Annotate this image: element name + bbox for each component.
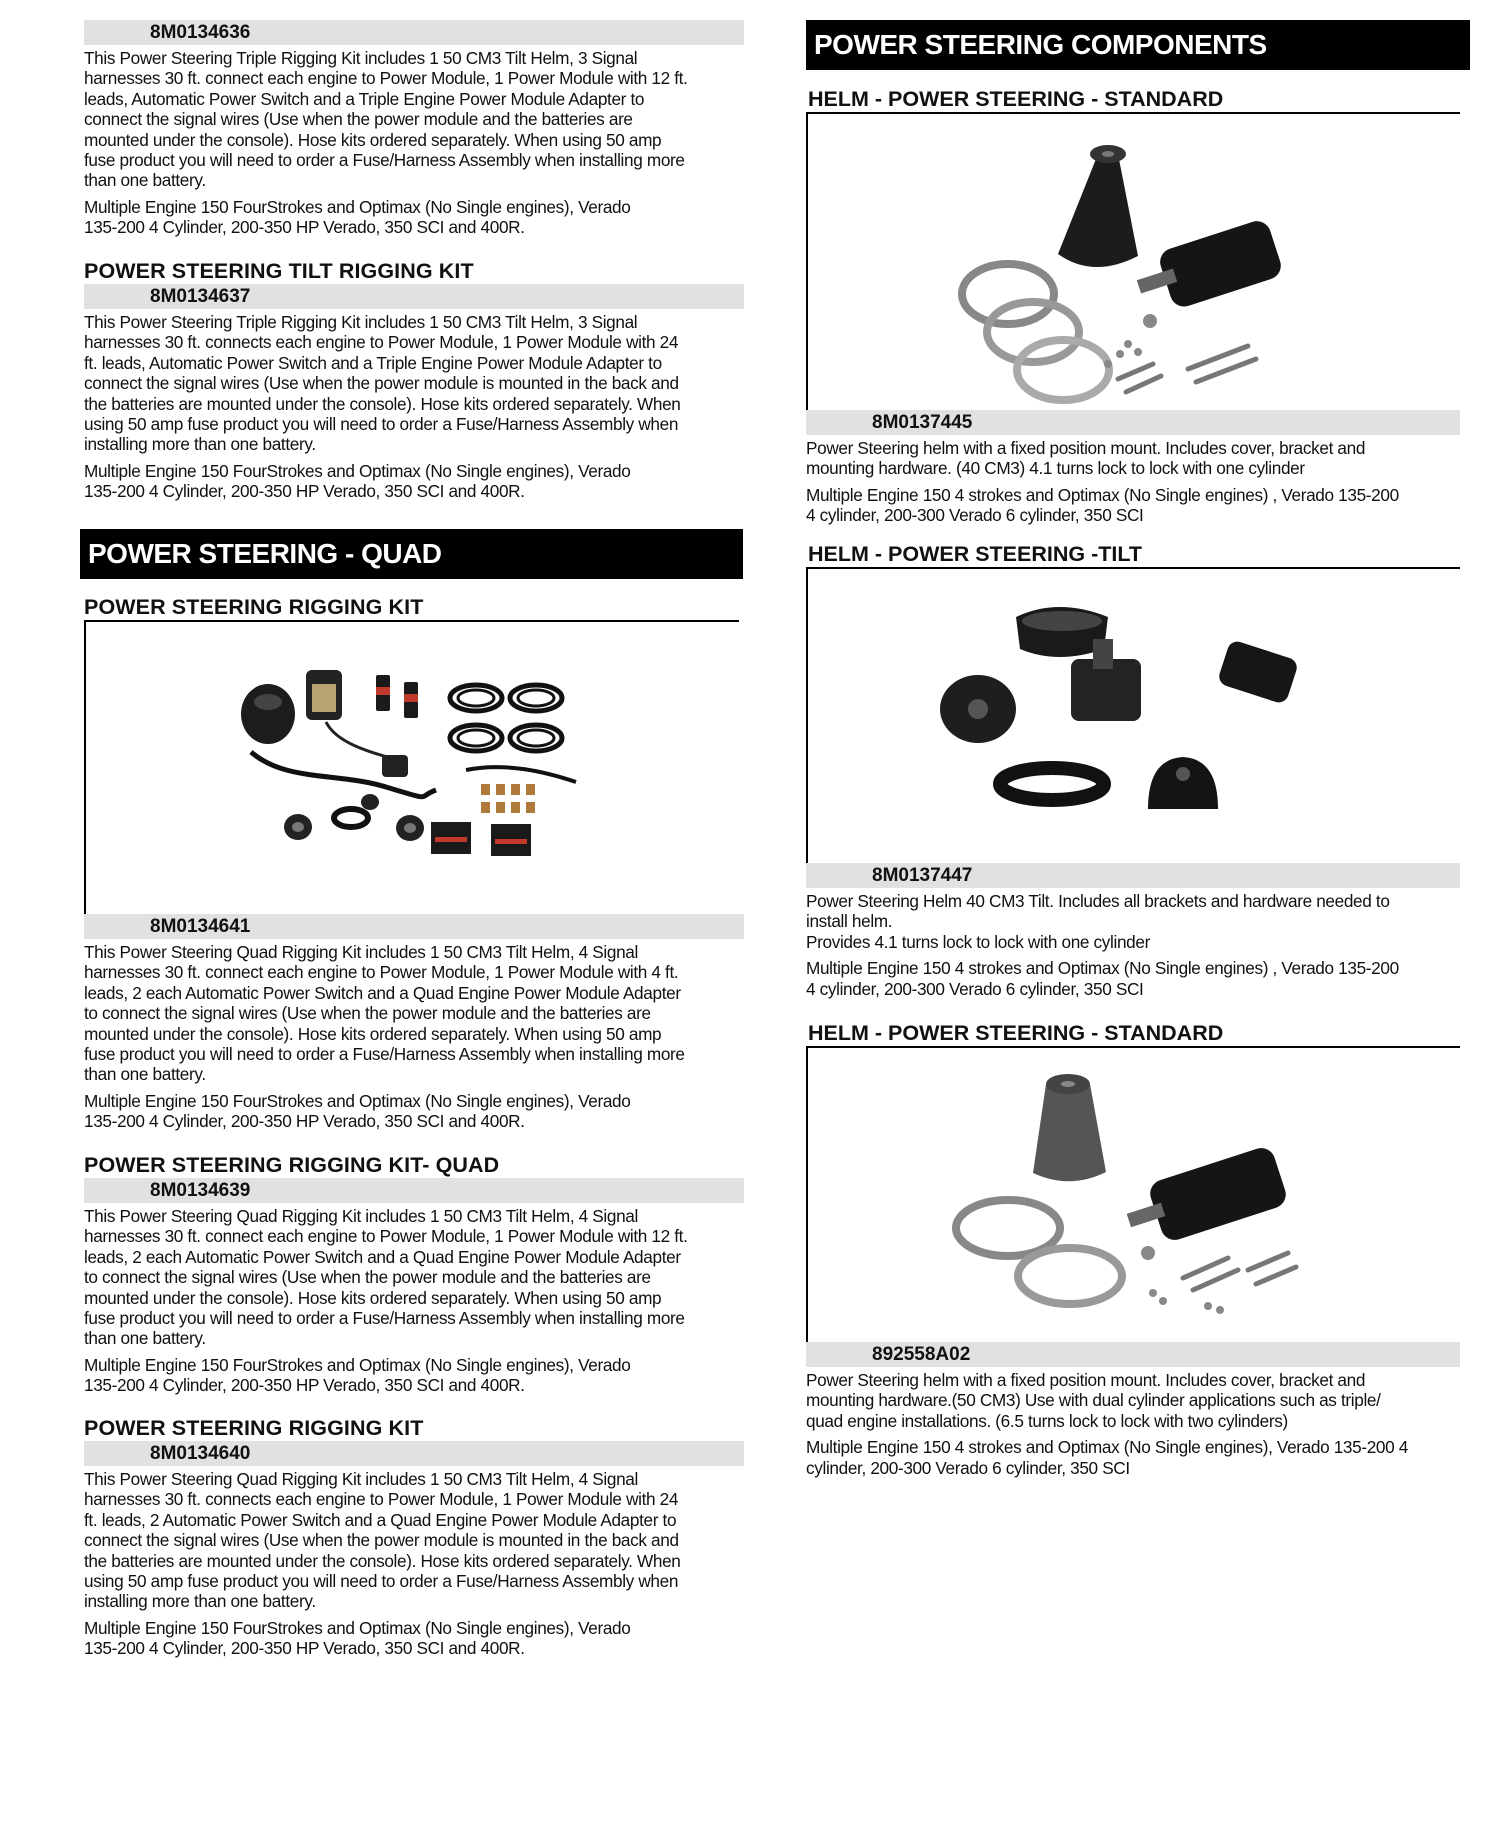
kit-8m0134636 (84, 20, 744, 238)
part-number-bar: 8M0137447 (806, 863, 1460, 888)
section-banner-components: POWER STEERING COMPONENTS (806, 20, 1470, 70)
helm-title: HELM - POWER STEERING - STANDARD (806, 86, 1460, 114)
kit-description: This Power Steering Quad Rigging Kit includes 1 50 CM3 Tilt Helm, 4 Signal harnesses 30 ft. connect each engine to Power Module, 1 Power Module with 12 ft. leads, 2 each Automatic Power Switch and a Quad Engine Power Module Adapter to connect the signal wires (Use when the power module and the batteries are mounted under the console). Hose kits ordered separately. When using 50 amp fuse product you will need to order a Fuse/Harness Assembly when installing more than one battery. (84, 1206, 688, 1349)
kit-title: POWER STEERING RIGGING KIT (84, 594, 739, 622)
helm-tilt-photo (808, 569, 1458, 863)
helm-standard-photo (808, 114, 1458, 410)
helm-title: HELM - POWER STEERING -TILT (806, 541, 1460, 569)
part-number-bar: 8M0134637 (84, 284, 744, 309)
engine-compatibility: Multiple Engine 150 FourStrokes and Optimax (No Single engines), Verado 135-200 4 Cylinder, 200-350 HP Verado, 350 SCI and 400R. (84, 1090, 631, 1132)
kit-8m0134639 (84, 1152, 744, 1396)
kit-description: This Power Steering Quad Rigging Kit includes 1 50 CM3 Tilt Helm, 4 Signal harnesses 30 ft. connect each engine to Power Module, 1 Power Module with 4 ft. leads, 2 each Automatic Power Switch and a Quad Engine Power Module Adapter to connect the signal wires (Use when the power module and the batteries are mounted under the console). Hose kits ordered separately. When using 50 amp fuse product you will need to order a Fuse/Harness Assembly when installing more than one battery. (84, 942, 685, 1085)
part-number-bar: 892558A02 (806, 1342, 1460, 1367)
helm-8m0137445 (806, 86, 1460, 526)
helm-image-frame (806, 114, 1460, 410)
helm-standard-50cm3-photo (808, 1048, 1458, 1342)
kit-title: POWER STEERING RIGGING KIT (84, 1416, 424, 1440)
part-number-bar: 8M0137445 (806, 410, 1460, 435)
engine-compatibility: Multiple Engine 150 FourStrokes and Optimax (No Single engines), Verado 135-200 4 Cylinder, 200-350 HP Verado, 350 SCI and 400R. (84, 460, 631, 502)
rigging-kit-photo (86, 622, 741, 914)
section-banner-quad: POWER STEERING - QUAD (80, 529, 743, 579)
kit-8m0134637 (84, 258, 744, 502)
helm-description: Power Steering helm with a fixed position mount. Includes cover, bracket and mounting hardware.(50 CM3) Use with dual cylinder applications such as triple/ quad engine installations. (6.5 turns lock to lock with two cylinders) (806, 1370, 1381, 1431)
engine-compatibility: Multiple Engine 150 FourStrokes and Optimax (No Single engines), Verado 135-200 4 Cylinder, 200-350 HP Verado, 350 SCI and 400R. (84, 1617, 631, 1659)
kit-description: This Power Steering Triple Rigging Kit includes 1 50 CM3 Tilt Helm, 3 Signal harnesses 30 ft. connect each engine to Power Module, 1 Power Module with 12 ft. leads, Automatic Power Switch and a Triple Engine Power Module Adapter to connect the signal wires (Use when the power module and the batteries are mounted under the console). Hose kits ordered separately. When using 50 amp fuse product you will need to order a Fuse/Harness Assembly when installing more than one battery. (84, 48, 688, 191)
part-number-bar: 8M0134639 (84, 1178, 744, 1203)
helm-892558a02 (806, 1020, 1460, 1478)
engine-compatibility: Multiple Engine 150 FourStrokes and Optimax (No Single engines), Verado 135-200 4 Cylinder, 200-350 HP Verado, 350 SCI and 400R. (84, 196, 631, 238)
engine-compatibility: Multiple Engine 150 4 strokes and Optimax (No Single engines), Verado 135-200 4 cylinder, 200-300 Verado 6 cylinder, 350 SCI (806, 1437, 1408, 1478)
kit-title: POWER STEERING TILT RIGGING KIT (84, 259, 474, 283)
helm-image-frame (806, 1048, 1460, 1342)
engine-compatibility: Multiple Engine 150 FourStrokes and Optimax (No Single engines), Verado 135-200 4 Cylinder, 200-350 HP Verado, 350 SCI and 400R. (84, 1354, 631, 1396)
part-number-bar: 8M0134640 (84, 1441, 744, 1466)
kit-description: This Power Steering Triple Rigging Kit includes 1 50 CM3 Tilt Helm, 3 Signal harnesses 30 ft. connects each engine to Power Module, 1 Power Module with 24 ft. leads, Automatic Power Switch and a Triple Engine Power Module Adapter to connect the signal wires (Use when the power module is mounted in the back and the batteries are mounted under the console). Hose kits ordered separately. When using 50 amp fuse product you will need to order a Fuse/Harness Assembly when installing more than one battery. (84, 312, 681, 455)
helm-8m0137447 (806, 541, 1460, 999)
part-number-bar: 8M0134636 (84, 20, 744, 45)
kit-8m0134640 (84, 1415, 744, 1659)
helm-image-frame (806, 569, 1460, 863)
rigging-kit-image-frame (84, 622, 741, 914)
engine-compatibility: Multiple Engine 150 4 strokes and Optimax (No Single engines) , Verado 135-200 4 cylinder, 200-300 Verado 6 cylinder, 350 SCI (806, 958, 1399, 999)
helm-title: HELM - POWER STEERING - STANDARD (806, 1020, 1460, 1048)
kit-title: POWER STEERING RIGGING KIT- QUAD (84, 1153, 500, 1177)
part-number-bar: 8M0134641 (84, 914, 744, 939)
engine-compatibility: Multiple Engine 150 4 strokes and Optimax (No Single engines) , Verado 135-200 4 cylinder, 200-300 Verado 6 cylinder, 350 SCI (806, 484, 1399, 526)
kit-description: This Power Steering Quad Rigging Kit includes 1 50 CM3 Tilt Helm, 4 Signal harnesses 30 ft. connects each engine to Power Module, 1 Power Module with 24 ft. leads, 2 Automatic Power Switch and a Quad Engine Power Module Adapter to connect the signal wires (Use when the power module is mounted in the back and the batteries are mounted under the console). Hose kits ordered separately. When using 50 amp fuse product you will need to order a Fuse/Harness Assembly when installing more than one battery. (84, 1469, 681, 1612)
helm-description: Power Steering helm with a fixed position mount. Includes cover, bracket and mounting hardware. (40 CM3) 4.1 turns lock to lock with one cylinder (806, 438, 1366, 479)
helm-description: Power Steering Helm 40 CM3 Tilt. Includes all brackets and hardware needed to install helm. Provides 4.1 turns lock to lock with one cylinder (806, 891, 1390, 952)
kit-8m0134641 (84, 594, 744, 1132)
